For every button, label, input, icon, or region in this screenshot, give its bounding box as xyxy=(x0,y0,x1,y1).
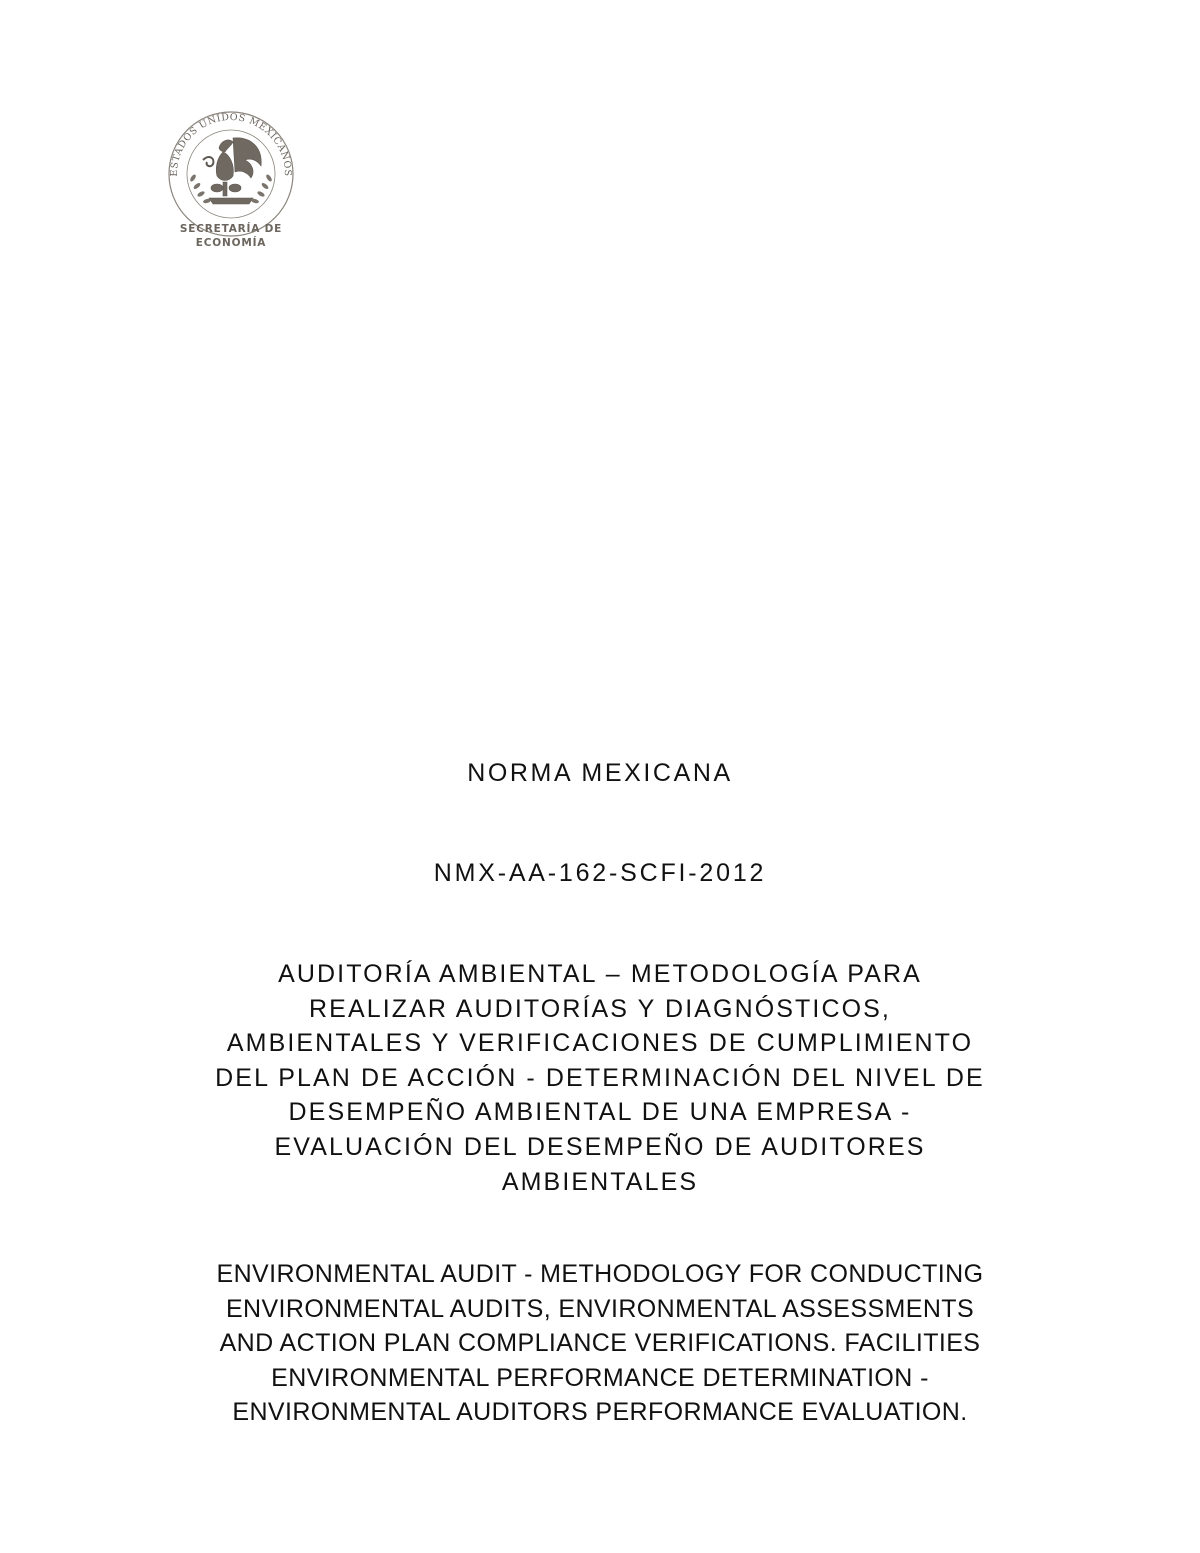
english-title-line: ENVIRONMENTAL AUDITORS PERFORMANCE EVALUATION. xyxy=(232,1398,968,1427)
english-title-line: ENVIRONMENTAL AUDIT - METHODOLOGY FOR CONDUCTING xyxy=(216,1260,984,1288)
spanish-title-line: DEL PLAN DE ACCIÓN - DETERMINACIÓN DEL NIVEL DE xyxy=(215,1063,985,1092)
spanish-title xyxy=(140,957,1060,1199)
spanish-title-line: AMBIENTALES Y VERIFICACIONES DE CUMPLIMIENTO xyxy=(226,1029,974,1058)
english-title-line: ENVIRONMENTAL AUDITS, ENVIRONMENTAL ASSESSMENTS xyxy=(225,1294,975,1323)
spanish-title-line: AUDITORÍA AMBIENTAL – METODOLOGÍA PARA xyxy=(278,960,922,988)
spanish-title-line: AMBIENTALES xyxy=(501,1167,699,1196)
english-title xyxy=(120,1257,1080,1430)
spanish-title-line: REALIZAR AUDITORÍAS Y DIAGNÓSTICOS, xyxy=(309,994,891,1023)
spanish-title-line: EVALUACIÓN DEL DESEMPEÑO DE AUDITORES xyxy=(274,1132,926,1161)
mexican-coat-of-arms-seal-icon xyxy=(163,108,299,256)
english-title-line: ENVIRONMENTAL PERFORMANCE DETERMINATION - xyxy=(271,1363,929,1392)
seal-arc-text: ESTADOS UNIDOS MEXICANOS xyxy=(168,111,294,177)
seal-agency-line2: ECONOMÍA xyxy=(195,237,267,249)
spanish-title-line: DESEMPEÑO AMBIENTAL DE UNA EMPRESA - xyxy=(288,1098,912,1127)
english-title-line: AND ACTION PLAN COMPLIANCE VERIFICATIONS. FACILITIES xyxy=(219,1329,981,1358)
seal-agency-line1: SECRETARÍA DE xyxy=(179,223,283,235)
document-type-heading: NORMA MEXICANA xyxy=(467,759,733,787)
document-code: NMX-AA-162-SCFI-2012 xyxy=(433,859,767,887)
